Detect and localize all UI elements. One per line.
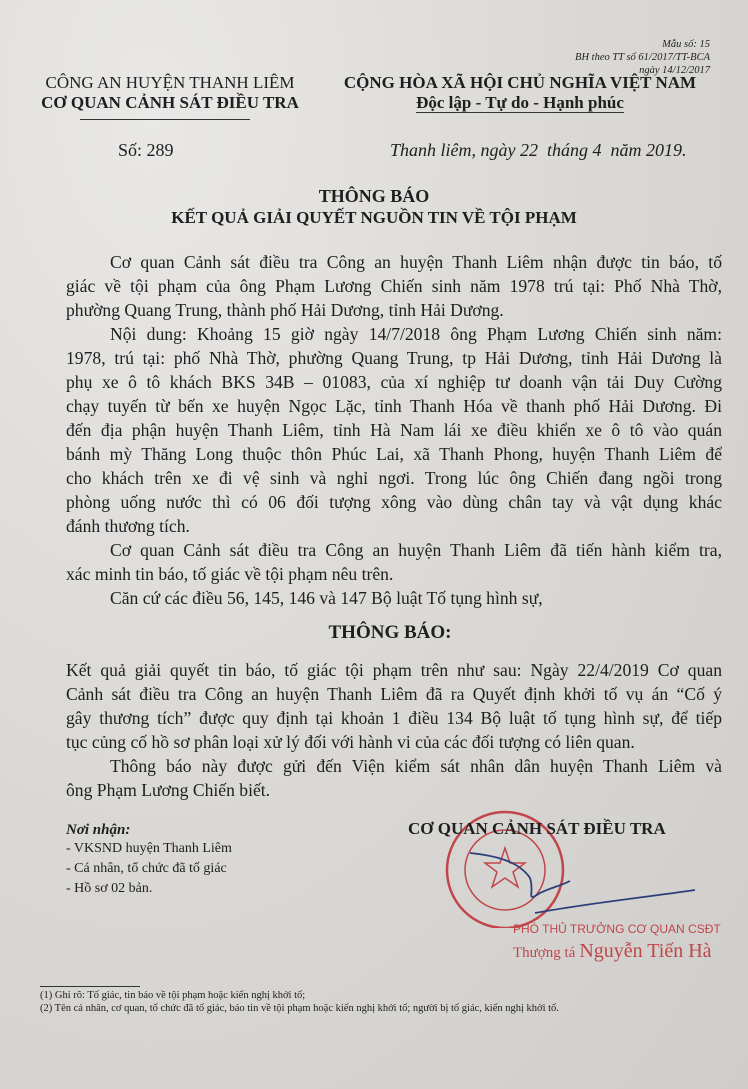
body-line: Nội dung: Khoảng 15 giờ ngày 14/7/2018 ông Phạm Lương Chiến sinh năm: (110, 324, 722, 344)
body-line: Cơ quan Cảnh sát điều tra Công an huyện Thanh Liêm nhận được tin báo, tố (110, 252, 722, 272)
agency-name: CÔNG AN HUYỆN THANH LIÊM (45, 73, 295, 92)
body-line: gây thương tích” được quy định tại khoản 1 điều 134 Bộ luật tố tụng hình sự, để tiếp (66, 708, 722, 728)
body-line: xác minh tin báo, tố giác về tội phạm nêu trên. (66, 564, 394, 584)
body-line: chạy tuyến từ bến xe huyện Ngọc Lặc, tỉnh Thanh Hóa về thanh phố Hải Dương. Đi (66, 396, 722, 416)
signature-icon (470, 853, 695, 913)
form-regulation: BH theo TT số 61/2017/TT-BCA (575, 52, 710, 63)
footnote-divider (40, 986, 140, 987)
agency-header (30, 73, 310, 113)
footnote: (2) Tên cá nhân, cơ quan, tổ chức đã tố giác, báo tin về tội phạm hoặc kiến nghị khởi tố; người bị tố giác, kiến nghị khởi tố. (40, 1003, 559, 1014)
signer-name: Nguyễn Tiến Hà (579, 940, 712, 962)
body-line: ông Phạm Lương Chiến biết. (66, 780, 271, 800)
body-line: Kết quả giải quyết tin báo, tố giác tội phạm trên như sau: Ngày 22/4/2019 Cơ quan (66, 660, 722, 680)
body-line: đánh thương tích. (66, 516, 190, 536)
nation-motto: Độc lập - Tự do - Hạnh phúc (416, 93, 624, 112)
body-line: Cơ quan Cảnh sát điều tra Công an huyện Thanh Liêm đã tiến hành kiểm tra, (110, 540, 722, 560)
notice-heading: THÔNG BÁO: (328, 622, 452, 643)
document-number: Số: 289 (118, 140, 174, 160)
recipients-label: Nơi nhận: (66, 822, 131, 838)
body-line: tục củng cố hồ sơ phân loại xử lý đối với hành vi của các đối tượng có liên quan. (66, 732, 635, 752)
body-line: cho khách trên xe đi vệ sinh và nghỉ ngơi. Trong lúc ông Chiến đang ngồi trong (66, 468, 722, 488)
signer-title: PHÓ THỦ TRƯỞNG CƠ QUAN CSĐT (513, 922, 721, 936)
recipient-item: - VKSND huyện Thanh Liêm (66, 841, 232, 856)
body-line: đến địa phận huyện Thanh Liêm, tỉnh Hà Nam lái xe điều khiển xe ô tô vào quán (66, 420, 722, 440)
body-line: Căn cứ các điều 56, 145, 146 và 147 Bộ luật Tố tụng hình sự, (110, 588, 543, 608)
document-title: THÔNG BÁO (318, 186, 430, 206)
recipients (66, 822, 232, 899)
recipient-item: - Hồ sơ 02 bản. (66, 881, 153, 896)
signature-org: CƠ QUAN CẢNH SÁT ĐIỀU TRA (408, 819, 666, 838)
body-line: giác về tội phạm của ông Phạm Lương Chiến sinh năm 1978 trú tại: Phố Nhà Thờ, (66, 276, 722, 296)
body-line: Thông báo này được gửi đến Viện kiểm sát nhân dân huyện Thanh Liêm và (110, 756, 722, 776)
body-line: phường Quang Trung, thành phố Hải Dương, tỉnh Hải Dương. (66, 300, 504, 320)
divider (80, 119, 250, 120)
nation-header (330, 73, 710, 113)
recipient-item: - Cá nhân, tổ chức đã tố giác (66, 861, 227, 876)
body-line: 1978, trú tại: phố Nhà Thờ, phường Quang Trung, tp Hải Dương, tỉnh Hải Dương là (66, 348, 722, 368)
stamp-inner-ring (465, 830, 545, 910)
body-line: phòng uống nước thì có 06 đối tượng xông vào dùng chân tay và vật dụng khác (66, 492, 722, 512)
form-info (575, 38, 710, 77)
place-date: Thanh liêm, ngày 22 tháng 4 năm 2019. (390, 140, 687, 160)
nation-name: CỘNG HÒA XÃ HỘI CHỦ NGHĨA VIỆT NAM (343, 73, 697, 92)
body-line: phụ xe ô tô khách BKS 34B – 01083, của xí nghiệp tư doanh vận tải Duy Cường (66, 372, 722, 392)
footnote: (1) Ghi rõ: Tố giác, tin báo về tội phạm hoặc kiến nghị khởi tố; (40, 990, 306, 1001)
body-line: Cảnh sát điều tra Công an huyện Thanh Liêm đã ra Quyết định khởi tố vụ án “Cố ý (66, 684, 722, 704)
agency-department: CƠ QUAN CẢNH SÁT ĐIỀU TRA (41, 93, 299, 112)
document-subtitle: KẾT QUẢ GIẢI QUYẾT NGUỒN TIN VỀ TỘI PHẠM (171, 208, 577, 227)
form-number: Mẫu số: 15 (662, 39, 710, 50)
body-line: bánh mỳ Thăng Long thuộc thôn Phúc Lai, xã Thanh Phong, huyện Thanh Liêm để (66, 444, 722, 464)
form-date: ngày 14/12/2017 (639, 65, 710, 76)
signer-rank: Thượng tá (513, 945, 576, 961)
